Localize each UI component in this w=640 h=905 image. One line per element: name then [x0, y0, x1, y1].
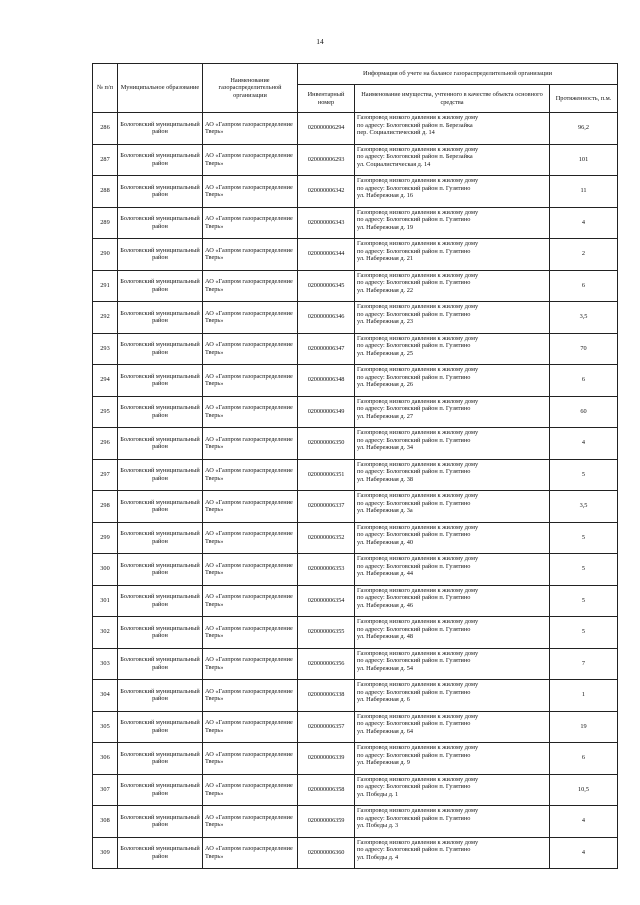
property-name-line: по адресу: Бологовский район п. Гузятино — [357, 531, 471, 539]
row-property-name — [355, 522, 550, 554]
row-property-name — [355, 270, 550, 302]
row-organization: АО «Газпром газораспределение Тверь» — [203, 648, 298, 680]
row-property-name — [355, 585, 550, 617]
row-municipality: Бологовский муниципальный район — [118, 428, 203, 460]
row-inventory-number: 020000006356 — [298, 648, 355, 680]
property-name-line: по адресу: Бологовский район п. Гузятино — [357, 657, 471, 665]
row-number: 289 — [93, 207, 118, 239]
row-number: 298 — [93, 491, 118, 523]
header-municipality: Муниципальное образование — [118, 64, 203, 113]
gas-pipeline-register-table — [92, 63, 618, 869]
table-row — [93, 491, 618, 523]
property-name-line: по адресу: Бологовский район п. Гузятино — [357, 499, 471, 507]
row-organization: АО «Газпром газораспределение Тверь» — [203, 396, 298, 428]
row-organization: АО «Газпром газораспределение Тверь» — [203, 207, 298, 239]
row-length: 10,5 — [550, 774, 618, 806]
row-municipality: Бологовский муниципальный район — [118, 585, 203, 617]
header-property-name: Наименование имущества, учтенного в качестве объекта основного средства — [355, 85, 550, 113]
row-inventory-number: 020000006338 — [298, 680, 355, 712]
property-name-line: по адресу: Бологовский район п. Гузятино — [357, 216, 471, 224]
property-name-line: по адресу: Бологовский район п. Гузятино — [357, 688, 471, 696]
row-municipality: Бологовский муниципальный район — [118, 270, 203, 302]
property-name-line: по адресу: Бологовский район п. Гузятино — [357, 625, 471, 633]
row-municipality: Бологовский муниципальный район — [118, 396, 203, 428]
property-name-line: Газопровод низкого давления к жилому дому — [357, 429, 479, 436]
row-inventory-number: 020000006345 — [298, 270, 355, 302]
table-row — [93, 239, 618, 271]
row-municipality: Бологовский муниципальный район — [118, 648, 203, 680]
property-name-line: по адресу: Бологовский район п. Гузятино — [357, 468, 471, 476]
row-organization: АО «Газпром газораспределение Тверь» — [203, 176, 298, 208]
row-inventory-number: 020000006347 — [298, 333, 355, 365]
row-length: 101 — [550, 144, 618, 176]
row-property-name — [355, 428, 550, 460]
row-number: 290 — [93, 239, 118, 271]
row-property-name — [355, 743, 550, 775]
row-length: 6 — [550, 365, 618, 397]
table-row — [93, 837, 618, 869]
row-length: 5 — [550, 585, 618, 617]
table-row — [93, 617, 618, 649]
property-name-line: ул. Набережная д. 23 — [357, 318, 413, 326]
property-name-line: по адресу: Бологовский район п. Березайка — [357, 153, 473, 161]
row-organization: АО «Газпром газораспределение Тверь» — [203, 617, 298, 649]
row-length: 96,2 — [550, 113, 618, 145]
row-property-name — [355, 176, 550, 208]
row-organization: АО «Газпром газораспределение Тверь» — [203, 837, 298, 869]
row-number: 304 — [93, 680, 118, 712]
row-organization: АО «Газпром газораспределение Тверь» — [203, 113, 298, 145]
row-property-name — [355, 617, 550, 649]
property-name-line: ул. Набережная д. 22 — [357, 286, 413, 294]
row-property-name — [355, 711, 550, 743]
property-name-line: ул. Набережная д. 44 — [357, 570, 413, 578]
row-number: 295 — [93, 396, 118, 428]
property-name-line: по адресу: Бологовский район п. Гузятино — [357, 846, 471, 854]
row-municipality: Бологовский муниципальный район — [118, 491, 203, 523]
property-name-line: по адресу: Бологовский район п. Гузятино — [357, 720, 471, 728]
table-row — [93, 144, 618, 176]
row-length: 5 — [550, 554, 618, 586]
row-organization: АО «Газпром газораспределение Тверь» — [203, 680, 298, 712]
property-name-line: Газопровод низкого давления к жилому дому — [357, 334, 479, 342]
property-name-line: Газопровод низкого давления к жилому дому — [357, 145, 479, 153]
row-number: 309 — [93, 837, 118, 869]
row-number: 305 — [93, 711, 118, 743]
row-property-name — [355, 239, 550, 271]
row-length: 4 — [550, 207, 618, 239]
row-municipality: Бологовский муниципальный район — [118, 207, 203, 239]
header-length: Протяженность, п.м. — [550, 85, 618, 113]
table-row — [93, 333, 618, 365]
property-name-line: Газопровод низкого давления к жилому дому — [357, 303, 479, 310]
table-row — [93, 459, 618, 491]
property-name-line: Газопровод низкого давления к жилому дому — [357, 240, 479, 247]
property-name-line: по адресу: Бологовский район п. Березайка — [357, 121, 473, 129]
property-name-line: по адресу: Бологовский район п. Гузятино — [357, 783, 471, 791]
property-name-line: ул. Социалистическая д. 14 — [357, 160, 431, 168]
property-name-line: по адресу: Бологовский район п. Гузятино — [357, 184, 471, 192]
row-organization: АО «Газпром газораспределение Тверь» — [203, 459, 298, 491]
header-organization: Наименование газораспределительной организации — [203, 64, 298, 113]
row-municipality: Бологовский муниципальный район — [118, 554, 203, 586]
row-municipality: Бологовский муниципальный район — [118, 806, 203, 838]
row-property-name — [355, 396, 550, 428]
property-name-line: Газопровод низкого давления к жилому дому — [357, 366, 479, 373]
row-organization: АО «Газпром газораспределение Тверь» — [203, 522, 298, 554]
row-organization: АО «Газпром газораспределение Тверь» — [203, 144, 298, 176]
table-row — [93, 522, 618, 554]
row-organization: АО «Газпром газораспределение Тверь» — [203, 491, 298, 523]
property-name-line: по адресу: Бологовский район п. Гузятино — [357, 373, 471, 381]
row-property-name — [355, 491, 550, 523]
table-row — [93, 302, 618, 334]
row-property-name — [355, 680, 550, 712]
row-length: 1 — [550, 680, 618, 712]
row-organization: АО «Газпром газораспределение Тверь» — [203, 806, 298, 838]
property-name-line: Газопровод низкого давления к жилому дому — [357, 523, 479, 531]
property-name-line: Газопровод низкого давления к жилому дому — [357, 492, 479, 499]
row-organization: АО «Газпром газораспределение Тверь» — [203, 711, 298, 743]
row-municipality: Бологовский муниципальный район — [118, 302, 203, 334]
row-length: 60 — [550, 396, 618, 428]
property-name-line: пер. Социалистический д. 14 — [357, 129, 435, 137]
table-row — [93, 711, 618, 743]
table-row — [93, 270, 618, 302]
row-length: 19 — [550, 711, 618, 743]
property-name-line: ул. Набережная д. 19 — [357, 223, 413, 231]
row-number: 307 — [93, 774, 118, 806]
row-length: 5 — [550, 459, 618, 491]
property-name-line: ул. Набережная д. 64 — [357, 727, 413, 735]
property-name-line: по адресу: Бологовский район п. Гузятино — [357, 594, 471, 602]
property-name-line: ул. Набережная д. 9 — [357, 759, 410, 767]
property-name-line: ул. Набережная д. 6 — [357, 696, 410, 704]
row-property-name — [355, 144, 550, 176]
row-property-name — [355, 333, 550, 365]
row-organization: АО «Газпром газораспределение Тверь» — [203, 302, 298, 334]
table-row — [93, 680, 618, 712]
property-name-line: ул. Победы д. 4 — [357, 853, 399, 861]
row-inventory-number: 020000006351 — [298, 459, 355, 491]
row-length: 6 — [550, 270, 618, 302]
row-organization: АО «Газпром газораспределение Тверь» — [203, 743, 298, 775]
row-organization: АО «Газпром газораспределение Тверь» — [203, 554, 298, 586]
table-row — [93, 648, 618, 680]
row-municipality: Бологовский муниципальный район — [118, 176, 203, 208]
property-name-line: Газопровод низкого давления к жилому дому — [357, 618, 479, 625]
property-name-line: по адресу: Бологовский район п. Гузятино — [357, 814, 471, 822]
row-organization: АО «Газпром газораспределение Тверь» — [203, 585, 298, 617]
property-name-line: по адресу: Бологовский район п. Гузятино — [357, 310, 471, 318]
property-name-line: Газопровод низкого давления к жилому дому — [357, 555, 479, 562]
property-name-line: Газопровод низкого давления к жилому дому — [357, 460, 479, 468]
row-property-name — [355, 365, 550, 397]
property-name-line: ул. Победы д. 1 — [357, 790, 399, 798]
row-number: 296 — [93, 428, 118, 460]
table-row — [93, 176, 618, 208]
property-name-line: Газопровод низкого давления к жилому дому — [357, 744, 479, 751]
row-length: 7 — [550, 648, 618, 680]
property-name-line: Газопровод низкого давления к жилому дому — [357, 807, 479, 814]
row-inventory-number: 020000006355 — [298, 617, 355, 649]
row-municipality: Бологовский муниципальный район — [118, 774, 203, 806]
row-inventory-number: 020000006339 — [298, 743, 355, 775]
row-inventory-number: 020000006360 — [298, 837, 355, 869]
row-number: 288 — [93, 176, 118, 208]
row-number: 306 — [93, 743, 118, 775]
row-property-name — [355, 113, 550, 145]
row-property-name — [355, 302, 550, 334]
row-number: 303 — [93, 648, 118, 680]
row-property-name — [355, 459, 550, 491]
row-inventory-number: 020000006293 — [298, 144, 355, 176]
table-row — [93, 113, 618, 145]
row-municipality: Бологовский муниципальный район — [118, 113, 203, 145]
table-row — [93, 554, 618, 586]
table-body — [93, 113, 618, 869]
header-inventory-number: Инвентарный номер — [298, 85, 355, 113]
row-length: 5 — [550, 617, 618, 649]
property-name-line: Газопровод низкого давления к жилому дому — [357, 208, 479, 216]
row-municipality: Бологовский муниципальный район — [118, 617, 203, 649]
row-organization: АО «Газпром газораспределение Тверь» — [203, 270, 298, 302]
property-name-line: Газопровод низкого давления к жилому дому — [357, 114, 479, 121]
row-number: 286 — [93, 113, 118, 145]
row-number: 294 — [93, 365, 118, 397]
property-name-line: ул. Набережная д. 21 — [357, 255, 413, 263]
property-name-line: по адресу: Бологовский район п. Гузятино — [357, 436, 471, 444]
row-municipality: Бологовский муниципальный район — [118, 333, 203, 365]
row-inventory-number: 020000006357 — [298, 711, 355, 743]
row-property-name — [355, 837, 550, 869]
row-organization: АО «Газпром газораспределение Тверь» — [203, 428, 298, 460]
row-property-name — [355, 648, 550, 680]
row-property-name — [355, 806, 550, 838]
property-name-line: по адресу: Бологовский район п. Гузятино — [357, 279, 471, 287]
property-name-line: Газопровод низкого давления к жилому дому — [357, 649, 479, 657]
row-number: 299 — [93, 522, 118, 554]
row-municipality: Бологовский муниципальный район — [118, 711, 203, 743]
property-name-line: ул. Набережная д. 25 — [357, 349, 413, 357]
row-property-name — [355, 774, 550, 806]
row-inventory-number: 020000006337 — [298, 491, 355, 523]
row-organization: АО «Газпром газораспределение Тверь» — [203, 239, 298, 271]
row-length: 4 — [550, 806, 618, 838]
property-name-line: по адресу: Бологовский район п. Гузятино — [357, 342, 471, 350]
header-row-top — [93, 64, 618, 85]
row-length: 5 — [550, 522, 618, 554]
row-number: 302 — [93, 617, 118, 649]
property-name-line: ул. Набережная д. 40 — [357, 538, 413, 546]
table-row — [93, 806, 618, 838]
row-number: 293 — [93, 333, 118, 365]
table-row — [93, 365, 618, 397]
table-row — [93, 743, 618, 775]
row-property-name — [355, 554, 550, 586]
row-inventory-number: 020000006342 — [298, 176, 355, 208]
property-name-line: ул. Набережная д. 54 — [357, 664, 413, 672]
row-municipality: Бологовский муниципальный район — [118, 743, 203, 775]
row-organization: АО «Газпром газораспределение Тверь» — [203, 333, 298, 365]
row-inventory-number: 020000006349 — [298, 396, 355, 428]
row-inventory-number: 020000006344 — [298, 239, 355, 271]
property-name-line: ул. Набережная д. 34 — [357, 444, 413, 452]
row-inventory-number: 020000006346 — [298, 302, 355, 334]
row-municipality: Бологовский муниципальный район — [118, 459, 203, 491]
table-row — [93, 428, 618, 460]
table-row — [93, 396, 618, 428]
property-name-line: по адресу: Бологовский район п. Гузятино — [357, 562, 471, 570]
row-length: 2 — [550, 239, 618, 271]
row-number: 297 — [93, 459, 118, 491]
row-inventory-number: 020000006359 — [298, 806, 355, 838]
property-name-line: ул. Набережная д. 26 — [357, 381, 413, 389]
property-name-line: по адресу: Бологовский район п. Гузятино — [357, 247, 471, 255]
property-name-line: ул. Набережная д. 48 — [357, 633, 413, 641]
row-length: 3,5 — [550, 491, 618, 523]
property-name-line: ул. Набережная д. 27 — [357, 412, 413, 420]
row-number: 291 — [93, 270, 118, 302]
header-balance-info: Информация об учете на балансе газораспределительной организации — [298, 64, 618, 85]
property-name-line: Газопровод низкого давления к жилому дому — [357, 712, 479, 720]
property-name-line: Газопровод низкого давления к жилому дому — [357, 838, 479, 846]
row-municipality: Бологовский муниципальный район — [118, 680, 203, 712]
row-municipality: Бологовский муниципальный район — [118, 522, 203, 554]
row-number: 308 — [93, 806, 118, 838]
table-row — [93, 585, 618, 617]
row-number: 300 — [93, 554, 118, 586]
row-number: 292 — [93, 302, 118, 334]
row-municipality: Бологовский муниципальный район — [118, 239, 203, 271]
row-municipality: Бологовский муниципальный район — [118, 837, 203, 869]
row-inventory-number: 020000006343 — [298, 207, 355, 239]
property-name-line: Газопровод низкого давления к жилому дому — [357, 397, 479, 405]
row-length: 3,5 — [550, 302, 618, 334]
property-name-line: по адресу: Бологовский район п. Гузятино — [357, 405, 471, 413]
row-organization: АО «Газпром газораспределение Тверь» — [203, 365, 298, 397]
property-name-line: ул. Набережная д. 16 — [357, 192, 413, 200]
row-organization: АО «Газпром газораспределение Тверь» — [203, 774, 298, 806]
row-inventory-number: 020000006354 — [298, 585, 355, 617]
property-name-line: Газопровод низкого давления к жилому дому — [357, 681, 479, 688]
property-name-line: Газопровод низкого давления к жилому дому — [357, 586, 479, 594]
row-municipality: Бологовский муниципальный район — [118, 144, 203, 176]
row-length: 6 — [550, 743, 618, 775]
property-name-line: ул. Победы д. 3 — [357, 822, 399, 830]
row-length: 70 — [550, 333, 618, 365]
property-name-line: по адресу: Бологовский район п. Гузятино — [357, 751, 471, 759]
header-number: № п/п — [93, 64, 118, 113]
row-inventory-number: 020000006358 — [298, 774, 355, 806]
property-name-line: ул. Набережная д. 3а — [357, 507, 413, 515]
table-row — [93, 774, 618, 806]
row-number: 287 — [93, 144, 118, 176]
row-inventory-number: 020000006352 — [298, 522, 355, 554]
page-number: 14 — [316, 37, 324, 46]
row-municipality: Бологовский муниципальный район — [118, 365, 203, 397]
row-inventory-number: 020000006348 — [298, 365, 355, 397]
row-length: 4 — [550, 837, 618, 869]
property-name-line: Газопровод низкого давления к жилому дому — [357, 271, 479, 279]
row-number: 301 — [93, 585, 118, 617]
property-name-line: ул. Набережная д. 38 — [357, 475, 413, 483]
property-name-line: Газопровод низкого давления к жилому дому — [357, 775, 479, 783]
property-name-line: Газопровод низкого давления к жилому дому — [357, 177, 479, 184]
row-inventory-number: 020000006294 — [298, 113, 355, 145]
table-row — [93, 207, 618, 239]
row-inventory-number: 020000006353 — [298, 554, 355, 586]
row-inventory-number: 020000006350 — [298, 428, 355, 460]
row-length: 11 — [550, 176, 618, 208]
row-length: 4 — [550, 428, 618, 460]
property-name-line: ул. Набережная д. 46 — [357, 601, 413, 609]
row-property-name — [355, 207, 550, 239]
